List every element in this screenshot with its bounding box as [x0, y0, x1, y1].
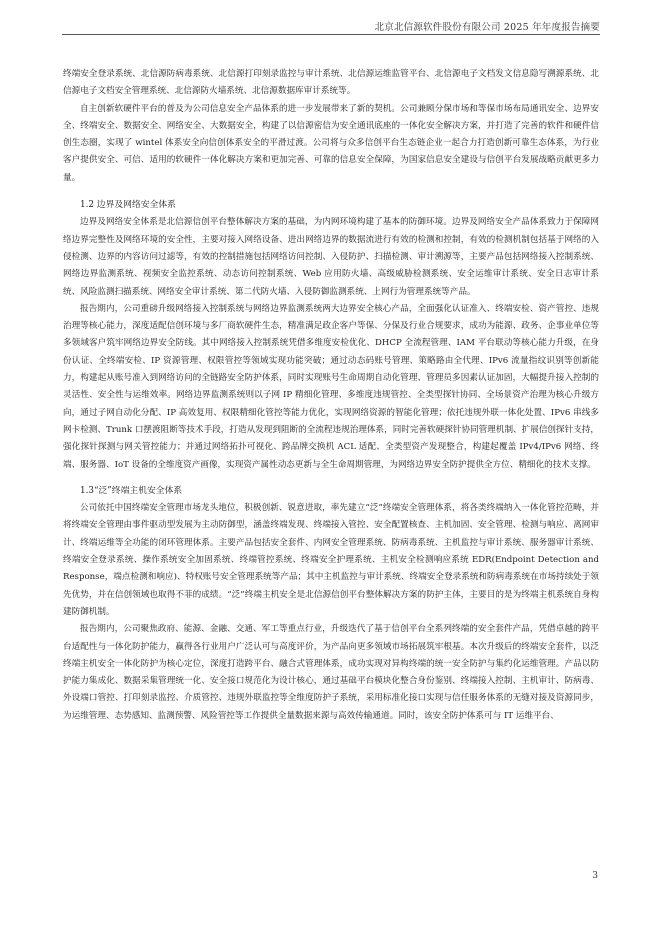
page-number: 3 — [592, 871, 598, 881]
paragraph-terminal-overview: 公司依托中国终端安全管理市场龙头地位，积极创新、锐意进取，率先建立“泛”终端安全管理体系，将各类终端纳入一体化管控范畴，并将终端安全管理由事件驱动型发展为主动防御型，涵盖终端发现、终端接入管控、安全配置核查、主机加固、安全管理、检测与响应、离网审计、终端运维等全功能的闭环管理体系。主要产品包括安全套件、内网安全管理系统、防病毒系统、主机监控与审计系统、服务器审计系统、终端安全登录系统、操作系统安全加固系统、终端管控系统、终端安全护理系统、主机安全检测响应系统 EDR(Endpoint Detection and Response，端点检测和响应)、特权账号安全管理系统等产品；其中主机监控与审计系统、终端安全登录系统和防病毒系统在市场持续处于领先优势，并在信创领域也取得不菲的成绩。“泛”终端主机安全是北信源信创平台整体解决方案的防护主体，主要目的是为终端主机系统自身构建防御机制。 — [63, 503, 599, 617]
body-text — [63, 66, 599, 725]
section-title-1-3: 1.3“泛”终端主机安全体系 — [80, 485, 183, 496]
spacer — [63, 474, 599, 483]
paragraph-boundary-overview: 边界及网络安全体系是北信源信创平台整体解决方案的基础，为内网环境构建了基本的防御环境。边界及网络安全产品体系致力于保障网络边界完整性及网络环境的安全性，主要对接入网络设备、进出网络边界的数据流进行有效的检测和控制，有效的检测机制包括基于网络的入侵检测、边界的内容访问过滤等，有效的控制措施包括网络访问控制、入侵防护、扫描检测、审计溯源等，主要产品包括网络接入控制系统、网络边界监测系统、视频安全监控系统、动态访问控制系统、Web 应用防火墙、高级威胁检测系统、安全运维审计系统、安全日志审计系统、风险监测扫描系统、网络安全审计系统、第二代防火墙、入侵防御监测系统、上网行为管理系统等产品。 — [63, 217, 599, 297]
paragraph-terminal-products: 终端安全登录系统、北信源防病毒系统、北信源打印刻录监控与审计系统、北信源运维监管平台、北信源电子文档发文信息隐写溯源系统、北信源电子文档安全管理系统、北信源防火墙系统、北信源数据库审计系统等。 — [63, 69, 599, 97]
section-title-1-2: 1.2 边界及网络安全体系 — [80, 200, 176, 211]
spacer — [63, 187, 599, 197]
paragraph-innovation-platform: 自主创新软硬件平台的普及为公司信息安全产品体系的进一步发展带来了新的契机。公司兼顾分保市场和等保市场布局通讯安全、边界安全、终端安全、数据安全、网络安全、大数据安全，构建了以信源密信为安全通讯底座的一体化安全解决方案，并打造了完善的软件和硬件信创生态圈，实现了 wintel 体系安全向信创体系安全的平滑过渡。公司将与众多信创平台生态链企业一起合力打造创新可靠生态体系，为行业客户提供安全、可信、适用的软硬件一体化解决方案和更加完善、可靠的信息安全保障，为国家信息安全建设与信创平台发展战略贡献更多力量。 — [63, 103, 599, 183]
paragraph-boundary-report: 报告期内，公司重磅升级网络接入控制系统与网络边界监测系统两大边界安全核心产品，全面强化认证准入、终端安检、资产管控、违规治理等核心能力，深度适配信创环境与多厂商软硬件生态，精准满足政企客户等保、分保及行业合规要求，成功为能源、政务、企事业单位等多领域客户筑牢网络边界安全防线。其中网络接入控制系统凭借多维度安检优化、DHCP 全流程管理、IAM 平台联动等核心能力升级，在身份认证、全终端安检、IP 资源管理、权限管控等领域实现功能突破；通过动态码账号管理、策略路由全代理、IPv6 流量指纹识别等创新能力，构建起从账号准入到网络访问的全链路安全防护体系，同时实现账号生命周期自动化管理、管理员多因素认证加固，大幅提升接入控制的灵活性、安全性与运维效率。网络边界监测系统则以子网 IP 精细化管理、多维度违规管控、全类型探针协同、全场景资产治理为核心升级方向，通过子网自动化分配、IP 高效复用、权限精细化管控等能力优化，实现网络资源的智能化管理；依托违规外联一体化处置、IPv6 串线多网卡检测、Trunk 口摆渡阻断等技术手段，打造从发现到阻断的全流程违规治理体系，同时完善软硬探针协同管理机制、扩展信创探针支持，强化探针探测与网关管控能力；并通过网络拓扑可视化、跨品牌交换机 ACL 适配、全类型资产发现整合，构建起覆盖 IPv4/IPv6 网络、终端、服务器、IoT 设备的全维度资产画像，实现资产属性动态更新与全生命周期管理，为网络边界安全防护提供全方位、精细化的技术支撑。 — [63, 303, 599, 470]
paragraph-terminal-report: 报告期内，公司聚焦政府、能源、金融、交通、军工等重点行业，升级迭代了基于信创平台全系列终端的安全套件产品，凭借卓越的跨平台适配性与一体化防护能力，赢得各行业用户广泛认可与高度评价，为产品向更多领域市场拓展筑牢根基。本次升级后的终端安全套件，以泛终端主机安全一体化防护为核心定位，深度打造跨平台、融合式管理体系，成功实现对异构终端的统一安全防护与集约化运维管理。产品以防护能力集成化、数据采集管理统一化、安全接口规范化为设计核心，通过基础平台模块化整合身份鉴别、终端接入控制、主机审计、防病毒、外设端口管控、打印刻录监控、介质管控、违规外联监控等全维度防护子系统，采用标准化接口实现与信任服务体系的无缝对接及资源同步，为运维管理、态势感知、监测预警、风险管控等工作提供全量数据来源与高效传输通道。同时，该安全防护体系可与 IT 运维平台、 — [63, 624, 599, 721]
header-divider — [62, 34, 600, 35]
running-header: 北京北信源软件股份有限公司 2025 年年度报告摘要 — [374, 22, 600, 33]
